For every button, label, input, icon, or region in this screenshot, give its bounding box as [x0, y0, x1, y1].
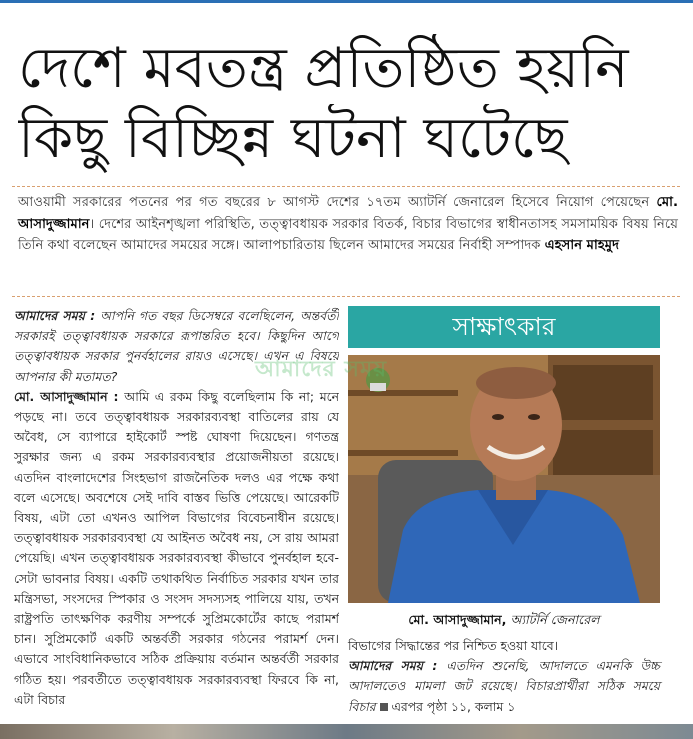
intro-text-2: । দেশের আইনশৃঙ্খলা পরিস্থিতি, তত্ত্বাবধায়ক সরকার বিতর্ক, বিচার বিভাগের স্বাধীনতাসহ সমসাময়িক বিষয় নিয়ে তিনি কথা বলেছেন আমাদের সময়ের সঙ্গে। আলাপচারিতায় ছিলেন আমাদের সময়ের নির্বাহী সম্পাদক — [18, 216, 678, 253]
caption-role: অ্যাটর্নি জেনারেল — [506, 612, 600, 627]
caption-name: মো. আসাদুজ্জামান, — [408, 612, 507, 627]
divider-bottom — [12, 296, 680, 297]
divider-top — [12, 186, 680, 187]
top-rule — [0, 0, 693, 3]
question-1-text: আপনি গত বছর ডিসেম্বরে বলেছিলেন, অন্তর্বর্তী সরকারই তত্ত্বাবধায়ক সরকারে রূপান্তরিত হবে। কিছুদিন আগে তত্ত্বাবধায়ক সরকার পুনর্বহালের রায়ও এসেছে। এখন এ বিষয়ে আপনার কী মতামত? — [14, 308, 339, 384]
photo-caption — [348, 612, 660, 632]
answer-1-label: মো. আসাদুজ্জামান : — [14, 388, 119, 404]
continued-note — [380, 699, 516, 714]
portrait-illustration — [348, 355, 660, 603]
headline-line-1: দেশে মবতন্ত্র প্রতিষ্ঠিত হয়নি — [18, 36, 629, 101]
answer-1-text: আমি এ রকম কিছু বলেছিলাম কি না; মনে পড়ছে না। তবে তত্ত্বাবধায়ক সরকারব্যবস্থা বাতিলের রায় যে অবৈধ, সে ব্যাপারে হাইকোর্ট স্পষ্ট ঘোষণা দিয়েছেন। গণতন্ত্র সুরক্ষার জন্য এ রকম সরকারব্যবস্থার প্রয়োজনীয়তা রয়েছে। এতদিন বাংলাদেশের সিংহভাগ রাজনৈতিক দলও এর পক্ষে কথা বলে এসেছে। অবশেষে সেই দাবি বাস্তব ভিত্তি পেয়েছে। আরেকটি বিষয়, এটা তো এখনও আপিল বিভাগের বিবেচনাধীন রয়েছে। তত্ত্বাবধায়ক সরকারব্যবস্থা যে আইনত অবৈধ নয়, সে রায় আমরা পেয়েছি। এখন তত্ত্বাবধায়ক সরকারব্যবস্থা কীভাবে পুনর্বহাল হবে- সেটা ভাবনার বিষয়। একটি তথাকথিত নির্বাচিত সরকার যখন তার মন্ত্রিসভা, সংসদের স্পিকার ও সংসদ সদস্যসহ পালিয়ে যায়, তখন রাষ্ট্রপতি তাৎক্ষণিক করণীয় সম্পর্কে সুপ্রিমকোর্টের কাছে পরামর্শ চান। সুপ্রিমকোর্ট একটি অন্তর্বর্তী সরকার গঠনের পরামর্শ দেন। এভাবে সাংবিধানিকভাবে সঠিক প্রক্রিয়ায় বর্তমান অন্তর্বর্তী সরকার গঠিত হয়। পরবর্তীতে তত্ত্বাবধায়ক সরকারব্যবস্থা ফিরবে কি না, এটা বিচার — [14, 388, 339, 707]
watermark-logo: আমাদের সময় — [255, 357, 388, 382]
intro-subject-name: মো. আসাদুজ্জামান — [18, 195, 678, 232]
square-bullet-icon — [380, 703, 388, 711]
headline — [18, 34, 678, 174]
interview-right-column — [348, 636, 660, 717]
question-2-text: এতদিন শুনেছি, আদালতে এমনকি উচ্চ আদালতেও মামলা জট রয়েছে। বিচারপ্রার্থীরা সঠিক সময়ে বিচার — [348, 658, 660, 714]
intro-interviewer-name: এহসান মাহমুদ — [544, 238, 620, 253]
question-1-label: আমাদের সময় : — [14, 308, 96, 323]
portrait-photo — [348, 355, 660, 603]
bottom-image-strip — [0, 724, 693, 739]
continued-text: এরপর পৃষ্ঠা ১১, কলাম ১ — [391, 698, 516, 714]
right-column-line-1: বিভাগের সিদ্ধান্তের পর নিশ্চিত হওয়া যাবে। — [348, 638, 559, 653]
question-2-label: আমাদের সময় : — [348, 658, 438, 674]
intro-text-1: আওয়ামী সরকারের পতনের পর গত বছরের ৮ আগস্ট দেশের ১৭তম অ্যাটর্নি জেনারেল হিসেবে নিয়োগ পেয়েছেন — [18, 195, 657, 210]
section-banner: সাক্ষাৎকার — [348, 306, 660, 348]
intro-paragraph — [18, 192, 678, 257]
headline-line-2: কিছু বিচ্ছিন্ন ঘটনা ঘটেছে — [18, 106, 568, 171]
